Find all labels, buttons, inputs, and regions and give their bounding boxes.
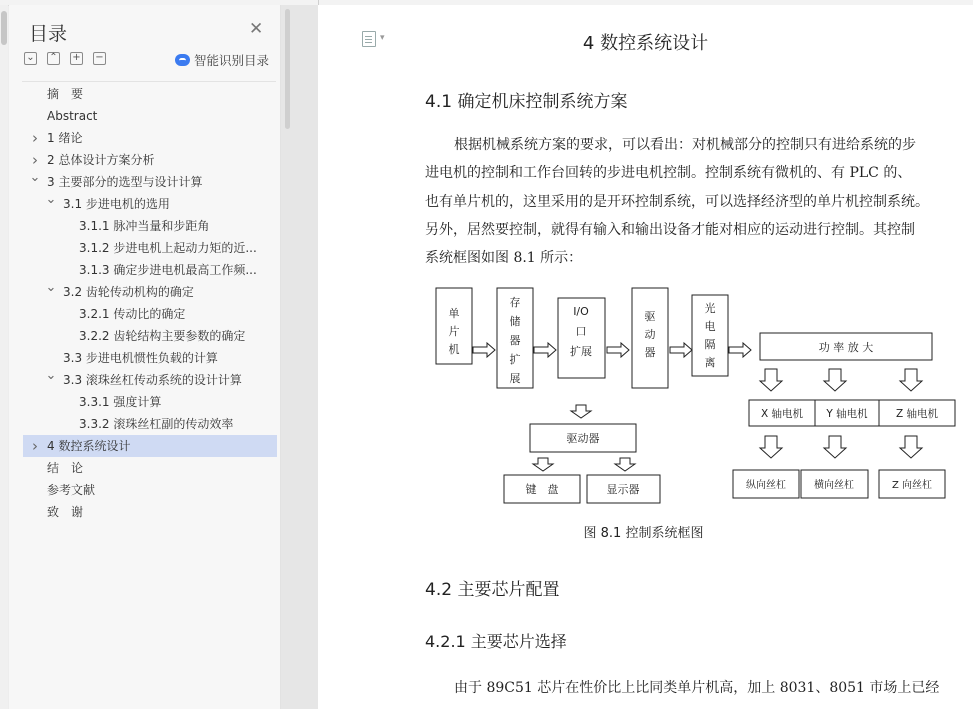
toc-item[interactable]	[23, 303, 277, 325]
paragraph-line: 根据机械系统方案的要求，可以看出：对机械部分的控制只有进给系统的步	[454, 137, 916, 153]
block-driver: 驱动器	[644, 310, 656, 359]
page-gutter	[281, 5, 318, 709]
toc-list	[23, 83, 277, 523]
toc-item-label: 4 数控系统设计	[47, 439, 131, 453]
block-io-expand: I/O 口扩展	[570, 305, 592, 358]
toc-item[interactable]	[23, 149, 277, 171]
toc-item[interactable]	[23, 127, 277, 149]
close-icon[interactable]: ✕	[249, 19, 264, 39]
toc-item-label: 3.3.2 滚珠丝杠副的传动效率	[79, 417, 234, 431]
paragraph-line: 由于 89C51 芯片在性价比上比同类单片机高，加上 8031、8051 市场上已经	[454, 680, 940, 696]
section-heading-4-1: 4.1 确定机床控制系统方案	[425, 92, 628, 112]
chevron-down-icon[interactable]: ⌄	[45, 193, 57, 207]
chevron-right-icon[interactable]: ›	[32, 129, 38, 147]
toc-item[interactable]	[23, 501, 277, 523]
section-heading-4-2-1: 4.2.1 主要芯片选择	[425, 632, 567, 651]
toc-item[interactable]	[23, 391, 277, 413]
block-opto-isolation: 光电隔离	[704, 302, 716, 369]
block-x-screw: 纵向丝杠	[746, 480, 786, 491]
collapse-all-icon[interactable]: ⌄	[24, 52, 37, 65]
toc-item-label: 3.2 齿轮传动机构的确定	[63, 285, 194, 299]
toc-item[interactable]	[23, 457, 277, 479]
paragraph-1	[425, 131, 933, 272]
block-y-screw: 横向丝杠	[814, 480, 854, 491]
toc-item-label: 结 论	[47, 461, 84, 475]
block-keyboard: 键 盘	[525, 483, 559, 496]
paragraph-line: 系统框图如图 8.1 所示：	[425, 250, 583, 267]
add-heading-icon[interactable]: +	[70, 52, 83, 65]
toc-item-label: 3.1.1 脉冲当量和步距角	[79, 219, 210, 233]
sidebar-scrollbar[interactable]	[0, 5, 8, 709]
chevron-right-icon[interactable]: ›	[32, 151, 38, 169]
block-z-motor: Z 轴电机	[895, 408, 939, 420]
smart-toc-label: 智能识别目录	[194, 53, 270, 68]
toc-item-label: 致 谢	[47, 505, 84, 519]
paragraph-line: 也有单片机的，这里采用的是开环控制系统，可以选择经济型的单片机控制系统。	[425, 193, 929, 210]
toc-sidebar	[9, 5, 281, 709]
block-x-motor: X 轴电机	[760, 408, 804, 420]
chevron-down-icon[interactable]: ▾	[380, 33, 385, 43]
toc-item-label: 3.2.2 齿轮结构主要参数的确定	[79, 329, 246, 343]
block-mcu: 单片机	[448, 307, 460, 356]
divider	[22, 81, 276, 82]
toc-item[interactable]	[23, 215, 277, 237]
expand-all-icon[interactable]: ⌃	[47, 52, 60, 65]
gutter-scroll-thumb[interactable]	[285, 9, 290, 129]
block-driver-2: 驱动器	[566, 432, 600, 445]
figure-caption: 图 8.1 控制系统框图	[583, 526, 704, 541]
smart-toc-icon	[175, 54, 190, 66]
chapter-title: 4 数控系统设计	[582, 33, 709, 54]
toc-item[interactable]	[23, 237, 277, 259]
chevron-down-icon[interactable]: ⌄	[29, 171, 41, 185]
scrollbar-thumb[interactable]	[1, 11, 7, 45]
toc-item-label: Abstract	[47, 109, 98, 123]
block-display: 显示器	[606, 483, 640, 496]
smart-toc-button[interactable]	[175, 51, 269, 69]
toc-item-label: 摘 要	[47, 87, 84, 101]
chevron-down-icon[interactable]: ⌄	[45, 281, 57, 295]
toc-item-label: 3.3 滚珠丝杠传动系统的设计计算	[63, 373, 242, 387]
block-memory-expand: 存储器扩展	[509, 296, 521, 385]
chevron-right-icon[interactable]: ›	[32, 437, 38, 455]
block-power-amp: 功 率 放 大	[818, 341, 874, 354]
paragraph-2	[425, 674, 940, 702]
toc-item[interactable]	[23, 347, 277, 369]
toc-item[interactable]	[23, 193, 277, 215]
toc-item[interactable]	[23, 325, 277, 347]
paragraph-line: 另外，居然要控制，就得有输入和输出设备才能对相应的运动进行控制。其控制	[425, 221, 915, 238]
chevron-down-icon[interactable]: ⌄	[45, 369, 57, 383]
toc-item[interactable]	[23, 435, 277, 457]
toc-item-label: 3.1.2 步进电机上起动力矩的近...	[79, 241, 257, 255]
sidebar-title: 目录	[29, 23, 68, 45]
toc-toolbar	[24, 52, 106, 65]
toc-item[interactable]	[23, 259, 277, 281]
toc-item[interactable]	[23, 281, 277, 303]
toc-item-label: 2 总体设计方案分析	[47, 153, 155, 167]
toc-item[interactable]	[23, 479, 277, 501]
toc-item-label: 3.3 步进电机惯性负载的计算	[63, 351, 218, 365]
toc-item[interactable]	[23, 369, 277, 391]
toc-item-label: 1 绪论	[47, 131, 83, 145]
toc-item-label: 3 主要部分的选型与设计计算	[47, 175, 203, 189]
toc-item-label: 3.2.1 传动比的确定	[79, 307, 186, 321]
toc-item-label: 3.1 步进电机的选用	[63, 197, 170, 211]
document-page	[318, 5, 973, 709]
toc-item-label: 3.3.1 强度计算	[79, 395, 162, 409]
block-z-screw: Z 向丝杠	[891, 480, 933, 491]
toc-item[interactable]	[23, 171, 277, 193]
toc-item-label: 3.1.3 确定步进电机最高工作频...	[79, 263, 257, 277]
toc-item[interactable]	[23, 105, 277, 127]
control-system-diagram	[430, 283, 962, 505]
remove-heading-icon[interactable]: −	[93, 52, 106, 65]
toc-item-label: 参考文献	[47, 483, 96, 497]
toc-item[interactable]	[23, 83, 277, 105]
paragraph-line: 进电机的控制和工作台回转的步进电机控制。控制系统有微机的、有 PLC 的、	[425, 165, 912, 182]
section-heading-4-2: 4.2 主要芯片配置	[425, 580, 560, 600]
block-y-motor: Y 轴电机	[826, 408, 868, 420]
toc-item[interactable]	[23, 413, 277, 435]
